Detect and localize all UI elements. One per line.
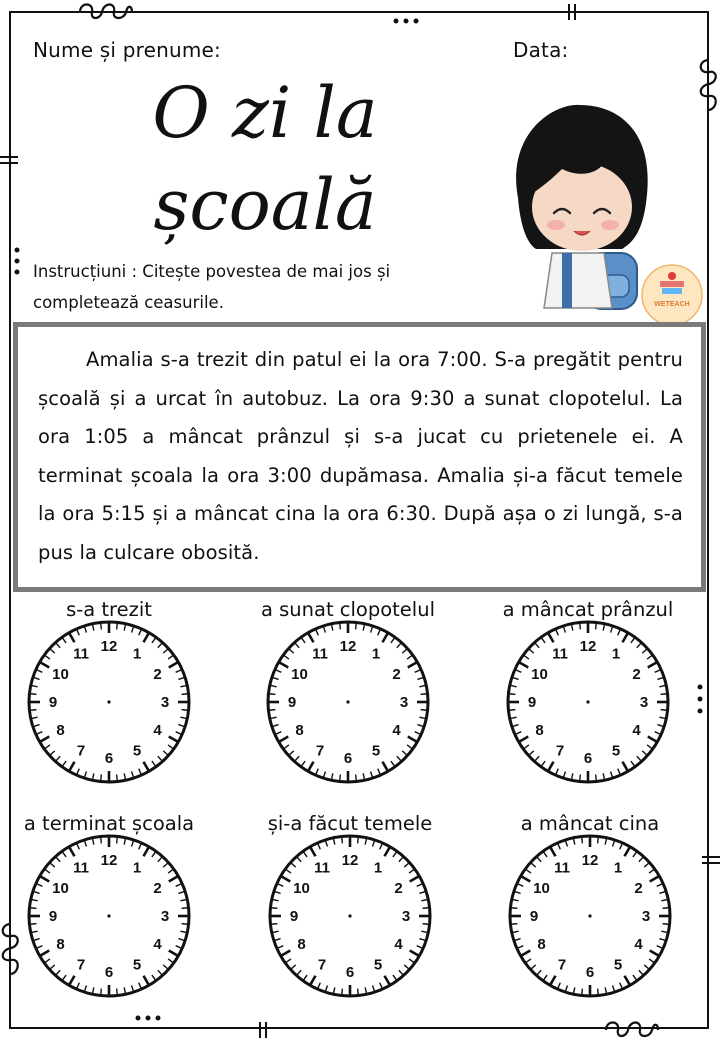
minute-tick — [661, 710, 667, 711]
clock-number: 12 — [579, 638, 597, 655]
minute-tick — [117, 989, 118, 995]
clock-number: 9 — [529, 908, 539, 925]
clock-number: 6 — [104, 964, 114, 981]
clock-number: 1 — [371, 645, 381, 663]
minute-tick — [509, 710, 515, 711]
clock-number: 7 — [315, 742, 325, 760]
clock-face[interactable] — [266, 620, 430, 784]
minute-tick — [101, 989, 102, 995]
clock-number: 4 — [153, 936, 162, 953]
page-title-line1: O zi la — [152, 72, 378, 154]
clock-number: 7 — [76, 956, 86, 974]
hash-decoration-right — [702, 852, 720, 868]
swirl-decoration-top — [78, 0, 134, 24]
minute-tick — [423, 908, 429, 909]
minute-tick — [30, 694, 36, 695]
minute-tick — [271, 924, 277, 925]
minute-tick — [342, 989, 343, 995]
minute-tick — [269, 710, 275, 711]
minute-tick — [271, 908, 277, 909]
clock-number: 8 — [56, 936, 65, 953]
name-label: Nume și prenume: — [33, 38, 221, 62]
clock-number: 4 — [632, 722, 641, 739]
clock-center — [586, 700, 589, 703]
clock-number: 6 — [585, 964, 595, 981]
swirl-decoration-left — [0, 922, 22, 980]
clock-label: a sunat clopotelul — [260, 598, 436, 621]
clock-number: 11 — [73, 645, 89, 663]
clock-label: a terminat școala — [23, 812, 195, 835]
minute-tick — [340, 623, 341, 629]
clock-number: 4 — [392, 722, 401, 739]
instructions — [33, 256, 453, 318]
dots-decoration-top — [392, 16, 422, 26]
clock-number: 6 — [343, 750, 353, 767]
clock-number: 7 — [557, 956, 567, 974]
date-label: Data: — [513, 38, 569, 62]
clock-number: 12 — [581, 852, 599, 869]
clock-number: 1 — [132, 645, 142, 663]
clock-number: 8 — [56, 722, 65, 739]
schoolgirl-illustration — [500, 103, 660, 313]
clock-number: 10 — [533, 880, 550, 897]
minute-tick — [421, 710, 427, 711]
minute-tick — [358, 837, 359, 843]
dots-decoration-right — [695, 682, 705, 716]
clock-number: 2 — [394, 880, 403, 897]
minute-tick — [596, 775, 597, 781]
hash-decoration-bottom — [256, 1022, 270, 1038]
minute-tick — [30, 924, 36, 925]
clock-number: 1 — [613, 859, 623, 877]
clock-number: 11 — [554, 859, 570, 877]
clock-number: 4 — [634, 936, 643, 953]
minute-tick — [598, 837, 599, 843]
clock-number: 9 — [289, 908, 299, 925]
minute-tick — [117, 623, 118, 629]
clock-number: 2 — [632, 666, 641, 683]
story-text: Amalia s-a trezit din patul ei la ora 7:00. S-a pregătit pentru școală și a urcat în autobuz. La ora 9:30 a sunat clopotelul. La ora 1:05 a mâncat prânzul și s-a jucat cu prietenele ei. A terminat școala la ora 3:00 dupămasa. Amalia și-a făcut temele la ora 5:15 și a mâncat cina la ora 6:30. După așa o zi lungă, s-a pus la culcare obosită. — [38, 348, 683, 564]
clock-number: 12 — [339, 638, 357, 655]
swirl-decoration-bottom — [604, 1020, 660, 1040]
clock-number: 10 — [531, 666, 548, 683]
minute-tick — [423, 924, 429, 925]
clock-number: 1 — [611, 645, 621, 663]
clock-number: 5 — [611, 742, 621, 760]
clock-number: 5 — [132, 956, 142, 974]
minute-tick — [358, 989, 359, 995]
clock-center — [346, 700, 349, 703]
minute-tick — [663, 924, 669, 925]
clock-number: 5 — [613, 956, 623, 974]
clock-face[interactable] — [27, 834, 191, 998]
clock-label: a mâncat prânzul — [502, 598, 674, 621]
clock-center — [588, 914, 591, 917]
clock-number: 3 — [399, 694, 409, 711]
minute-tick — [580, 775, 581, 781]
clock-number: 10 — [293, 880, 310, 897]
clock-number: 3 — [160, 908, 170, 925]
hash-decoration-left — [0, 152, 18, 168]
instructions-line2: completează ceasurile. — [33, 293, 224, 312]
minute-tick — [356, 623, 357, 629]
minute-tick — [421, 694, 427, 695]
clock-label: a mâncat cina — [520, 812, 660, 835]
minute-tick — [30, 908, 36, 909]
clock-center — [107, 700, 110, 703]
clock-label: și-a făcut temele — [267, 812, 433, 835]
dots-decoration-bottom — [134, 1013, 164, 1023]
clock-number: 3 — [401, 908, 411, 925]
minute-tick — [596, 623, 597, 629]
minute-tick — [182, 908, 188, 909]
clock-number: 9 — [527, 694, 537, 711]
clock-number: 5 — [373, 956, 383, 974]
clock-number: 2 — [392, 666, 401, 683]
instructions-line1: Instrucțiuni : Citește povestea de mai jos și — [33, 262, 391, 281]
minute-tick — [582, 837, 583, 843]
clock-face[interactable] — [508, 834, 672, 998]
clock-number: 1 — [373, 859, 383, 877]
logo-text: WETEACH — [654, 301, 690, 308]
minute-tick — [509, 694, 515, 695]
weteach-logo — [640, 263, 704, 327]
clock-number: 11 — [552, 645, 568, 663]
page-title-line2: școală — [153, 164, 377, 246]
clock-label: s-a trezit — [66, 598, 152, 621]
swirl-decoration-right — [698, 58, 720, 116]
clock-number: 10 — [52, 880, 69, 897]
clock-number: 9 — [48, 694, 58, 711]
clock-number: 3 — [160, 694, 170, 711]
clock-number: 2 — [153, 666, 162, 683]
minute-tick — [101, 623, 102, 629]
minute-tick — [340, 775, 341, 781]
clock-number: 8 — [297, 936, 306, 953]
clock-number: 10 — [52, 666, 69, 683]
clock-center — [107, 914, 110, 917]
minute-tick — [511, 924, 517, 925]
minute-tick — [598, 989, 599, 995]
minute-tick — [182, 924, 188, 925]
clock-number: 6 — [104, 750, 114, 767]
clock-number: 12 — [100, 852, 118, 869]
minute-tick — [580, 623, 581, 629]
clock-number: 7 — [555, 742, 565, 760]
clock-number: 10 — [291, 666, 308, 683]
clock-number: 6 — [583, 750, 593, 767]
clock-center — [348, 914, 351, 917]
minute-tick — [582, 989, 583, 995]
minute-tick — [663, 908, 669, 909]
clock-face[interactable] — [27, 620, 191, 784]
minute-tick — [117, 837, 118, 843]
clock-number: 11 — [314, 859, 330, 877]
minute-tick — [117, 775, 118, 781]
clock-number: 11 — [73, 859, 89, 877]
clock-number: 9 — [287, 694, 297, 711]
minute-tick — [342, 837, 343, 843]
minute-tick — [356, 775, 357, 781]
clock-number: 5 — [132, 742, 142, 760]
clock-number: 7 — [76, 742, 86, 760]
minute-tick — [30, 710, 36, 711]
clock-number: 11 — [312, 645, 328, 663]
clock-face[interactable] — [268, 834, 432, 998]
clock-number: 2 — [634, 880, 643, 897]
minute-tick — [182, 710, 188, 711]
minute-tick — [182, 694, 188, 695]
clock-number: 4 — [394, 936, 403, 953]
clock-number: 12 — [341, 852, 359, 869]
clock-number: 4 — [153, 722, 162, 739]
clock-number: 7 — [317, 956, 327, 974]
clock-number: 9 — [48, 908, 58, 925]
minute-tick — [101, 775, 102, 781]
clock-number: 2 — [153, 880, 162, 897]
dots-decoration-left — [12, 245, 22, 277]
clock-number: 12 — [100, 638, 118, 655]
clock-number: 8 — [537, 936, 546, 953]
clock-number: 8 — [295, 722, 304, 739]
clock-number: 1 — [132, 859, 142, 877]
minute-tick — [511, 908, 517, 909]
clock-number: 6 — [345, 964, 355, 981]
clock-number: 5 — [371, 742, 381, 760]
clock-number: 3 — [639, 694, 649, 711]
minute-tick — [661, 694, 667, 695]
clock-number: 3 — [641, 908, 651, 925]
minute-tick — [101, 837, 102, 843]
clock-face[interactable] — [506, 620, 670, 784]
minute-tick — [269, 694, 275, 695]
story-box — [13, 322, 706, 592]
clock-number: 8 — [535, 722, 544, 739]
hash-decoration-top — [565, 4, 579, 20]
